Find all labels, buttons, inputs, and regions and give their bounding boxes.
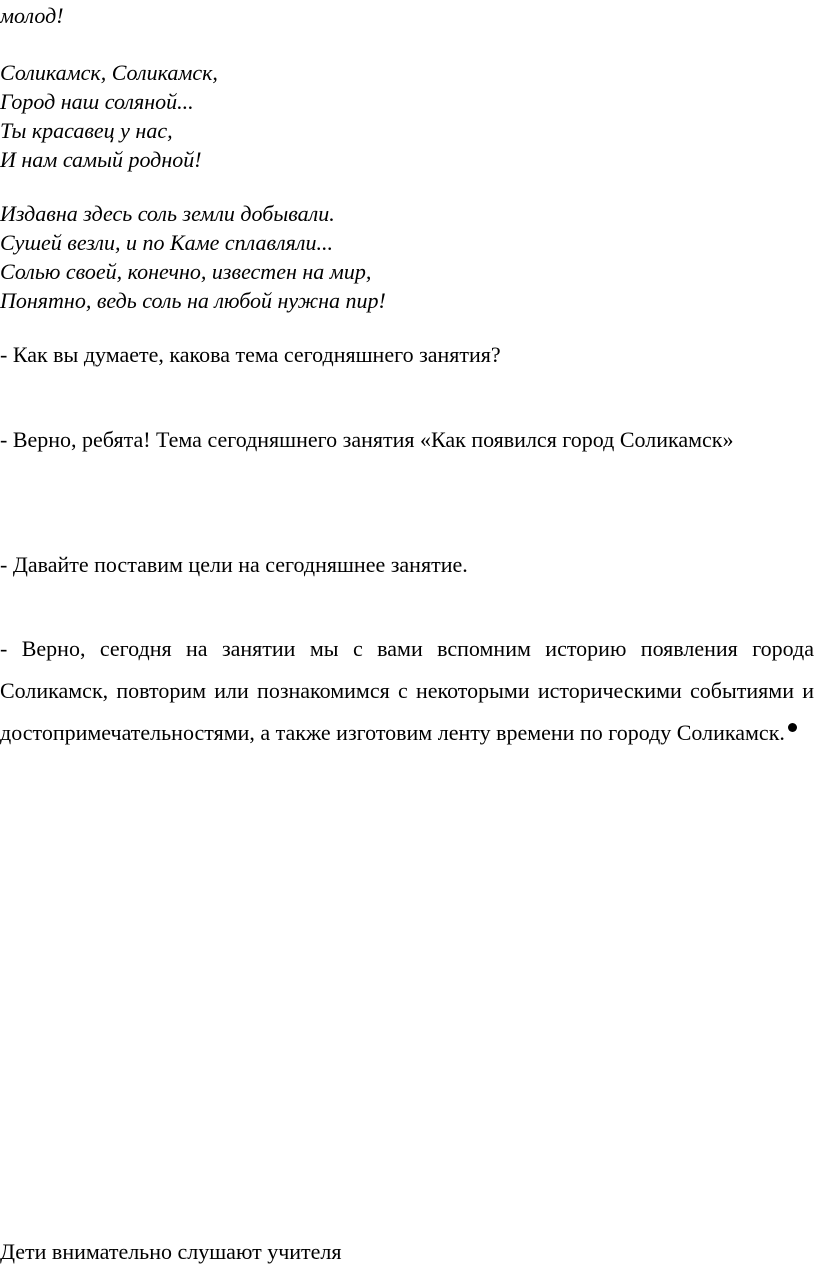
poem-line: Понятно, ведь соль на любой нужна пир!: [0, 288, 386, 313]
topic-paragraph: - Верно, ребята! Тема сегодняшнего занятия «Как появился город Соликамск»: [0, 427, 734, 452]
poem-line: Солью своей, конечно, известен на мир,: [0, 259, 372, 284]
poem-line: Город наш соляной...: [0, 89, 194, 114]
footer-note: Дети внимательно слушают учителя: [0, 1239, 342, 1264]
poem-line: Издавна здесь соль земли добывали.: [0, 201, 335, 226]
answer-text: - Верно, сегодня на занятии мы с вами вспомним историю появления города Соликамск, повторим или познакомимся с некоторыми историческими событиями и достопримечательностями, а также изготовим ленту времени по городу Соликамск.: [0, 636, 814, 745]
poem-line: Соликамск, Соликамск,: [0, 60, 218, 85]
poem-line: И нам самый родной!: [0, 147, 202, 172]
poem-line: Сушей везли, и по Каме сплавляли...: [0, 230, 333, 255]
bullet-marker: [788, 723, 797, 732]
answer-paragraph: [0, 628, 814, 754]
goals-paragraph: - Давайте поставим цели на сегодняшнее занятие.: [0, 552, 468, 577]
question-paragraph: - Как вы думаете, какова тема сегодняшнего занятия?: [0, 342, 501, 367]
poem-line: Ты красавец у нас,: [0, 118, 173, 143]
poem-line-molod: молод!: [0, 3, 64, 28]
